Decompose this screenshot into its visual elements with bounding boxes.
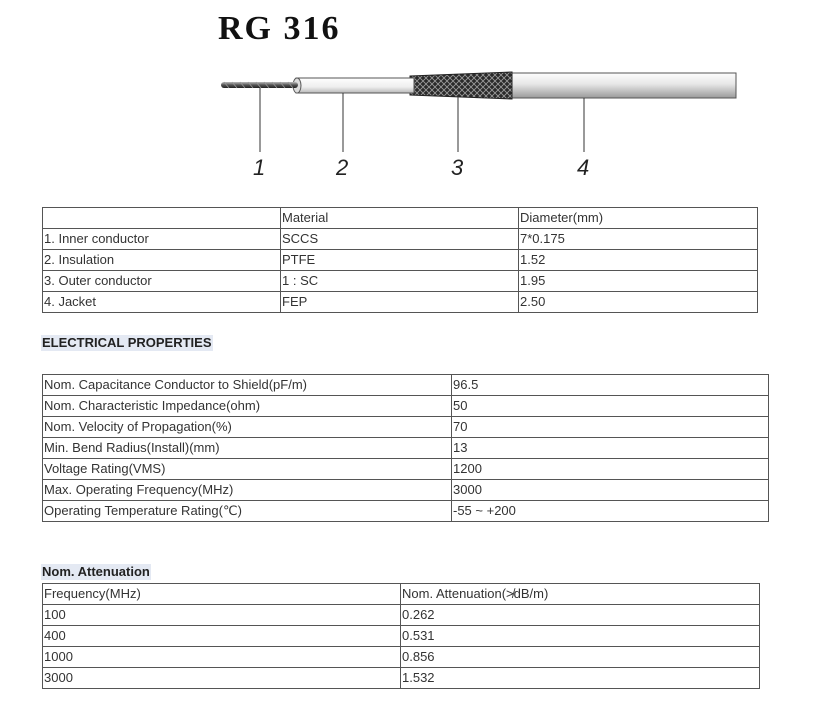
jacket-layer bbox=[507, 73, 736, 98]
table-cell: 1200 bbox=[452, 459, 769, 480]
table-cell: Nom. Velocity of Propagation(%) bbox=[43, 417, 452, 438]
table-cell: Nom. Capacitance Conductor to Shield(pF/m) bbox=[43, 375, 452, 396]
callout-2: 2 bbox=[336, 155, 349, 180]
header-cell: Frequency(MHz) bbox=[43, 584, 401, 605]
table-cell: 3000 bbox=[452, 480, 769, 501]
table-cell: Operating Temperature Rating(℃) bbox=[43, 501, 452, 522]
callout-4: 4 bbox=[577, 155, 590, 180]
table-cell: 1. Inner conductor bbox=[43, 229, 281, 250]
table-cell: PTFE bbox=[281, 250, 519, 271]
header-cell: Material bbox=[281, 208, 519, 229]
table-row bbox=[43, 647, 760, 668]
page-title: RG 316 bbox=[218, 10, 341, 47]
attenuation-table bbox=[42, 583, 760, 689]
table-cell: 400 bbox=[43, 626, 401, 647]
table-cell: Nom. Characteristic Impedance(ohm) bbox=[43, 396, 452, 417]
table-cell: Max. Operating Frequency(MHz) bbox=[43, 480, 452, 501]
table-cell: SCCS bbox=[281, 229, 519, 250]
table-cell: 2.50 bbox=[519, 292, 758, 313]
table-row bbox=[43, 605, 760, 626]
table-cell: 1.95 bbox=[519, 271, 758, 292]
outer-conductor-layer bbox=[410, 72, 512, 99]
table-row bbox=[43, 271, 758, 292]
table-cell: 0.531 bbox=[401, 626, 760, 647]
table-row bbox=[43, 417, 769, 438]
table-cell: 1000 bbox=[43, 647, 401, 668]
table-row bbox=[43, 626, 760, 647]
callout-3: 3 bbox=[451, 155, 464, 180]
table-cell: 50 bbox=[452, 396, 769, 417]
table-header-row bbox=[43, 208, 758, 229]
electrical-properties-heading: ELECTRICAL PROPERTIES bbox=[42, 335, 212, 350]
table-header-row bbox=[43, 584, 760, 605]
table-cell: 1 : SC bbox=[281, 271, 519, 292]
construction-table bbox=[42, 207, 758, 313]
table-row bbox=[43, 501, 769, 522]
table-cell: 0.262 bbox=[401, 605, 760, 626]
table-row bbox=[43, 459, 769, 480]
table-row bbox=[43, 668, 760, 689]
table-cell: 4. Jacket bbox=[43, 292, 281, 313]
table-row bbox=[43, 292, 758, 313]
table-cell: Min. Bend Radius(Install)(mm) bbox=[43, 438, 452, 459]
header-cell: Nom. Attenuation(≯dB/m) bbox=[401, 584, 760, 605]
electrical-properties-table bbox=[42, 374, 769, 522]
table-cell: Voltage Rating(VMS) bbox=[43, 459, 452, 480]
table-cell: 2. Insulation bbox=[43, 250, 281, 271]
table-cell: 70 bbox=[452, 417, 769, 438]
table-cell: 3. Outer conductor bbox=[43, 271, 281, 292]
cable-cross-section-diagram bbox=[0, 60, 839, 190]
table-row bbox=[43, 396, 769, 417]
insulation-layer bbox=[293, 78, 414, 93]
header-cell: Diameter(mm) bbox=[519, 208, 758, 229]
table-row bbox=[43, 250, 758, 271]
table-row bbox=[43, 480, 769, 501]
table-cell: 3000 bbox=[43, 668, 401, 689]
table-cell: 1.532 bbox=[401, 668, 760, 689]
table-row bbox=[43, 438, 769, 459]
table-row bbox=[43, 375, 769, 396]
nom-attenuation-heading: Nom. Attenuation bbox=[42, 564, 150, 579]
table-row bbox=[43, 229, 758, 250]
callout-1: 1 bbox=[253, 155, 266, 180]
header-cell bbox=[43, 208, 281, 229]
table-cell: -55 ~ +200 bbox=[452, 501, 769, 522]
table-cell: 7*0.175 bbox=[519, 229, 758, 250]
inner-conductor-layer bbox=[221, 82, 298, 88]
table-cell: 0.856 bbox=[401, 647, 760, 668]
table-cell: 1.52 bbox=[519, 250, 758, 271]
table-cell: 13 bbox=[452, 438, 769, 459]
table-cell: 100 bbox=[43, 605, 401, 626]
table-cell: 96.5 bbox=[452, 375, 769, 396]
table-cell: FEP bbox=[281, 292, 519, 313]
